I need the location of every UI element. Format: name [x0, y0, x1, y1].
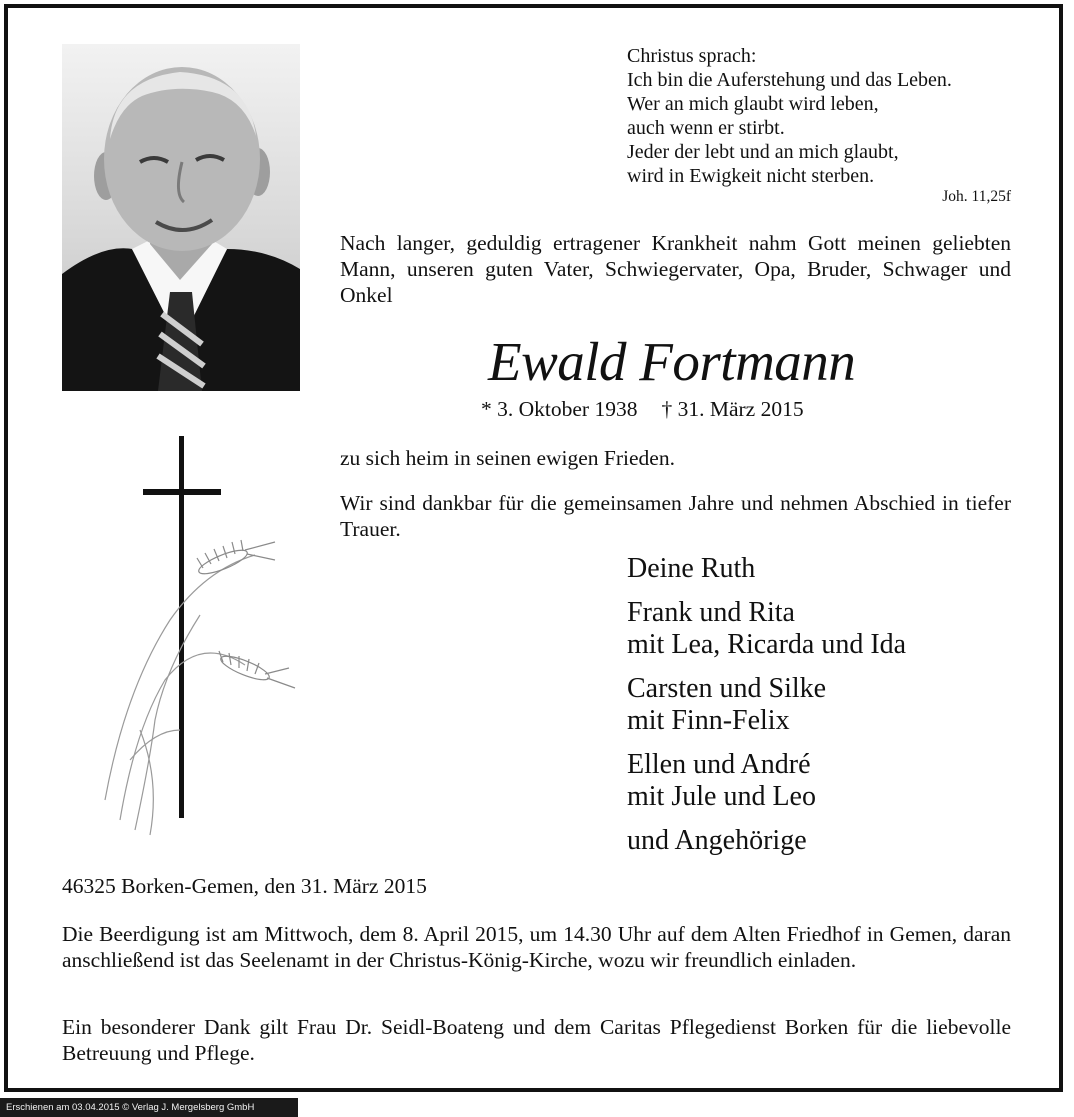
mourner-line: Deine Ruth — [627, 553, 756, 584]
publication-footer: Erschienen am 03.04.2015 © Verlag J. Mergelsberg GmbH — [0, 1098, 298, 1117]
portrait-illustration — [62, 44, 300, 391]
mourner-group — [627, 597, 906, 661]
funeral-paragraph: Die Beerdigung ist am Mittwoch, dem 8. April 2015, um 14.30 Uhr auf dem Alten Friedhof in Gemen, daran anschließend ist das Seelenamt in der Christus-König-Kirche, wozu wir freundlich einladen. — [62, 922, 1011, 972]
birth-date: * 3. Oktober 1938 — [481, 397, 638, 421]
continuation-text: zu sich heim in seinen ewigen Frieden. — [340, 446, 675, 470]
mourner-group — [627, 825, 906, 857]
death-date: † 31. März 2015 — [661, 397, 804, 421]
mourners-list — [627, 553, 906, 869]
mourner-line: mit Jule und Leo — [627, 781, 816, 812]
mourner-line: Carsten und Silke — [627, 673, 827, 704]
verse-line: Christus sprach: — [627, 45, 757, 67]
mourner-line: mit Lea, Ricarda und Ida — [627, 629, 907, 660]
mourner-line: und Angehörige — [627, 825, 807, 856]
mourner-line: Ellen und André — [627, 749, 811, 780]
verse-line: Wer an mich glaubt wird leben, — [627, 93, 879, 115]
intro-paragraph: Nach langer, geduldig ertragener Krankheit nahm Gott meinen geliebten Mann, unseren guten Vater, Schwiegervater, Opa, Bruder, Schwager und Onkel — [340, 231, 1011, 307]
verse-line: auch wenn er stirbt. — [627, 117, 785, 139]
bible-verse — [627, 44, 952, 188]
thanks-years-paragraph: Wir sind dankbar für die gemeinsamen Jahre und nehmen Abschied in tiefer Trauer. — [340, 491, 1011, 541]
special-thanks-paragraph: Ein besonderer Dank gilt Frau Dr. Seidl-Boateng und dem Caritas Pflegedienst Borken für die liebevolle Betreuung und Pflege. — [62, 1015, 1011, 1065]
mourner-group — [627, 673, 906, 737]
life-dates — [481, 397, 804, 422]
cross-wheat-illustration — [95, 430, 310, 860]
verse-line: wird in Ewigkeit nicht sterben. — [627, 165, 875, 187]
verse-line: Ich bin die Auferstehung und das Leben. — [627, 69, 952, 91]
place-date: 46325 Borken-Gemen, den 31. März 2015 — [62, 874, 427, 898]
verse-line: Jeder der lebt und an mich glaubt, — [627, 141, 899, 163]
verse-reference: Joh. 11,25f — [942, 188, 1011, 205]
portrait-photo — [62, 44, 300, 391]
mourner-group — [627, 749, 906, 813]
mourner-group — [627, 553, 906, 585]
mourner-line: Frank und Rita — [627, 597, 795, 628]
wheat-icon — [105, 540, 295, 835]
mourner-line: mit Finn-Felix — [627, 705, 790, 736]
deceased-name: Ewald Fortmann — [488, 331, 856, 392]
cross-icon — [143, 436, 221, 818]
